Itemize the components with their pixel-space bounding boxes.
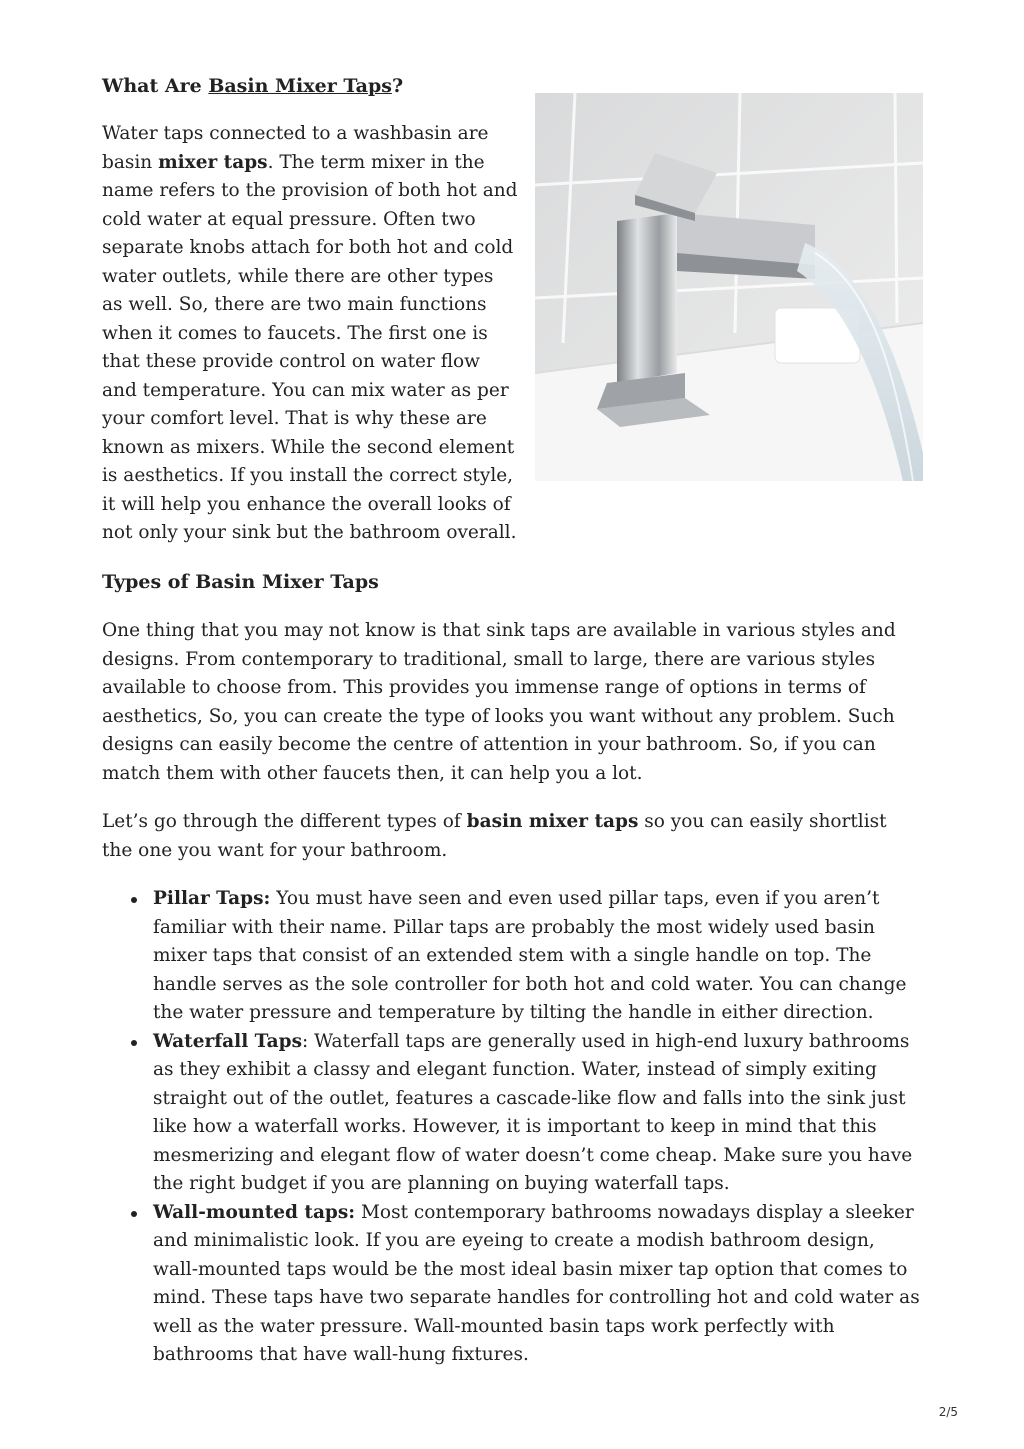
section-heading-types: Types of Basin Mixer Taps — [102, 571, 379, 593]
intro-text-b: . The term mixer in the name refers to the provision of both hot and cold water at equal pressure. Often two separate knobs attach for both hot and cold water outlets, while there are other types as well. So, there are two main functions when it comes to faucets. The first one is that these provide control on water flow and temperature. You can mix water as per your comfort level. That is why these are known as mixers. While the second element is aesthetics. If you install the correct style, it will help you enhance the overall looks of not only your sink but the bathroom overall. — [102, 151, 518, 543]
faucet-illustration-icon — [535, 93, 923, 481]
list-item-title: Pillar Taps: — [153, 888, 271, 909]
para2-text-b: so you can easily shortlist the one you want for your bathroom. — [102, 811, 887, 861]
list-item-title: Wall-mounted taps: — [153, 1201, 356, 1223]
intro-text-a: Water taps connected to a washbasin are basin — [102, 123, 489, 173]
types-paragraph-2 — [102, 808, 922, 865]
list-item-pillar-taps — [102, 885, 924, 1028]
list-item-text: You must have seen and even used pillar taps, even if you aren’t familiar with their name. Pillar taps are probably the most widely used basin mixer taps that consist of an extended stem with a single handle on top. The handle serves as the sole controller for both hot and cold water. You can change the water pressure and temperature by tilting the handle in either direction. — [153, 888, 907, 1023]
types-paragraph-1: One thing that you may not know is that sink taps are available in various styles and designs. From contemporary to traditional, small to large, there are various styles available to choose from. This provides you immense range of options in terms of aesthetics, So, you can create the type of looks you want without any problem. Such designs can easily become the centre of attention in your bathroom. So, if you can match them with other faucets then, it can help you a lot. — [102, 620, 896, 784]
para2-text-a: Let’s go through the different types of — [102, 811, 467, 832]
intro-paragraph — [102, 120, 518, 548]
page-number: 2/5 — [938, 1405, 958, 1419]
waterfall-tap-photo — [535, 93, 923, 481]
heading-prefix: What Are — [102, 75, 209, 97]
tap-types-list — [102, 885, 924, 1370]
list-item-wall-mounted-taps — [102, 1199, 924, 1370]
para2-bold-basin-mixer-taps: basin mixer taps — [466, 811, 639, 832]
list-item-text: Most contemporary bathrooms nowadays display a sleeker and minimalistic look. If you are eyeing to create a modish bathroom design, wall-mounted taps would be the most ideal basin mixer tap option that comes to mind. These taps have two separate handles for controlling hot and cold water as well as the water pressure. Wall-mounted basin taps work perfectly with bathrooms that have wall-hung fixtures. — [153, 1201, 920, 1365]
heading-suffix: ? — [391, 75, 404, 97]
list-item-waterfall-taps — [102, 1028, 924, 1199]
list-item-title: Waterfall Taps — [153, 1030, 302, 1052]
section-heading-what-are — [102, 72, 403, 100]
intro-bold-mixer-taps: mixer taps — [158, 151, 268, 173]
basin-mixer-taps-link[interactable]: Basin Mixer Taps — [208, 75, 392, 97]
list-item-text: : Waterfall taps are generally used in high-end luxury bathrooms as they exhibit a classy and elegant function. Water, instead of simply exiting straight out of the outlet, features a cascade-like flow and falls into the sink just like how a waterfall works. However, it is important to keep in mind that this mesmerizing and elegant flow of water doesn’t come cheap. Make sure you have the right budget if you are planning on buying waterfall taps. — [153, 1030, 913, 1194]
